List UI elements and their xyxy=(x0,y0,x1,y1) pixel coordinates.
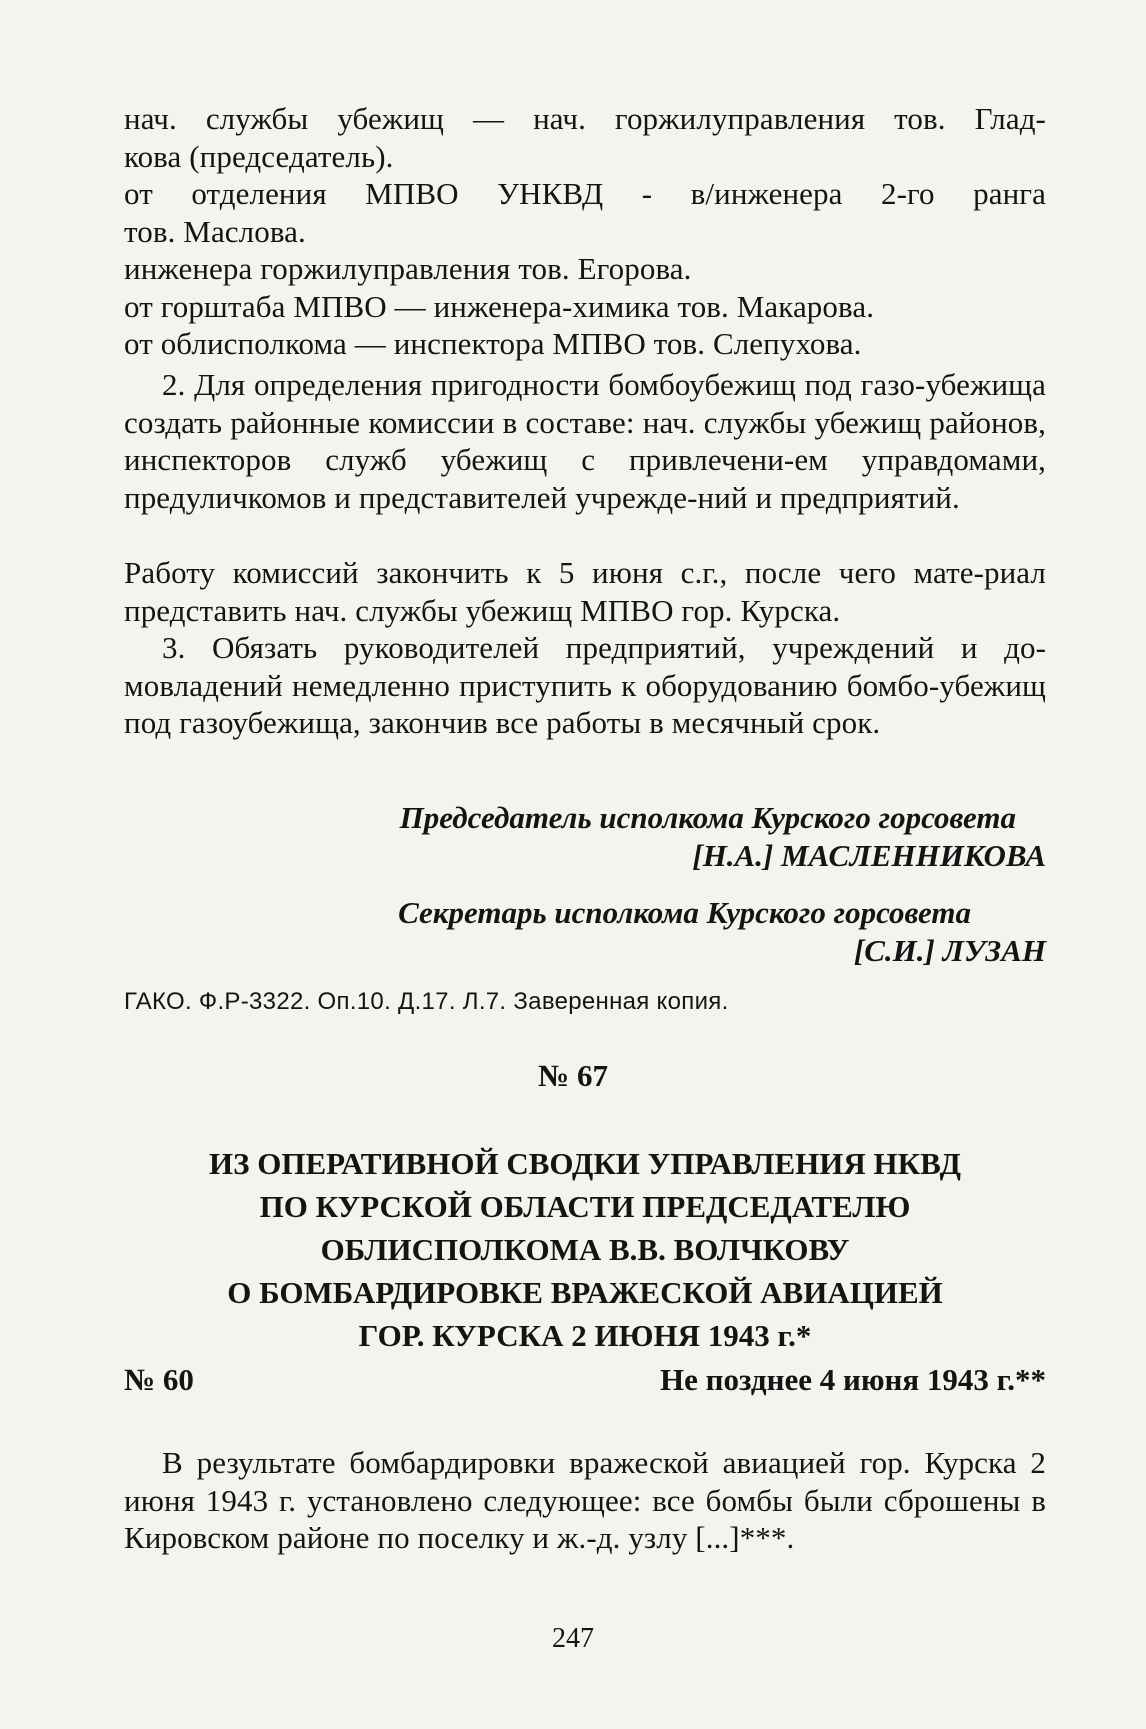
page-number: 247 xyxy=(552,1623,594,1654)
resolution-item-2: 2. Для определения пригодности бомбоубежищ под газо-убежища создать районные комиссии в составе: нач. службы убежищ районов, инспекторов служб убежищ с привлечени-ем управдомами, предуличкомов и представителей учрежде-ний и предприятий. xyxy=(124,367,1046,515)
heading-line: О БОМБАРДИРОВКЕ ВРАЖЕСКОЙ АВИАЦИЕЙ xyxy=(227,1275,943,1310)
heading-line: ГОР. КУРСКА 2 ИЮНЯ 1943 г.* xyxy=(358,1318,812,1353)
chair-signature-name: [Н.А.] МАСЛЕННИКОВА xyxy=(692,838,1046,873)
document-body: В результате бомбардировки вражеской авиацией гор. Курска 2 июня 1943 г. установлено следующее: все бомбы были сброшены в Кировском районе по поселку и ж.-д. узлу [...]***. xyxy=(124,1445,1046,1555)
secretary-signature-title: Секретарь исполкома Курского горсовета xyxy=(398,895,971,930)
text-line: кова (председатель). xyxy=(124,138,394,174)
heading-line: ОБЛИСПОЛКОМА В.В. ВОЛЧКОВУ xyxy=(320,1232,850,1267)
resolution-continuation xyxy=(124,100,1046,363)
document-heading xyxy=(124,1142,1046,1357)
text-line: тов. Маслова. xyxy=(124,213,306,249)
secretary-signature-name: [С.И.] ЛУЗАН xyxy=(853,933,1046,968)
document-number: № 67 xyxy=(538,1058,608,1093)
report-number: № 60 xyxy=(124,1362,194,1397)
text-line: от отделения МПВО УНКВД - в/инженера 2-го ранга xyxy=(124,176,1046,211)
chair-signature-title: Председатель исполкома Курского горсовета xyxy=(399,800,1016,835)
document-meta xyxy=(124,1362,1046,1398)
heading-line: ПО КУРСКОЙ ОБЛАСТИ ПРЕДСЕДАТЕЛЮ xyxy=(259,1189,911,1224)
resolution-item-3: 3. Обязать руководителей предприятий, учреждений и до-мовладений немедленно приступить к оборудованию бомбо-убежищ под газоубежища, закончив все работы в месячный срок. xyxy=(124,630,1046,740)
resolution-item-2-deadline: Работу комиссий закончить к 5 июня с.г., после чего мате-риал представить нач. службы убежищ МПВО гор. Курска. xyxy=(124,555,1046,628)
text-line: от облисполкома — инспектора МПВО тов. Слепухова. xyxy=(124,326,862,361)
heading-line: ИЗ ОПЕРАТИВНОЙ СВОДКИ УПРАВЛЕНИЯ НКВД xyxy=(209,1146,961,1181)
text-line: от горштаба МПВО — инженера-химика тов. Макарова. xyxy=(124,288,875,324)
report-date: Не позднее 4 июня 1943 г.** xyxy=(660,1362,1046,1397)
archive-reference: ГАКО. Ф.Р-3322. Оп.10. Д.17. Л.7. Заверенная копия. xyxy=(124,988,729,1015)
text-line: инженера горжилуправления тов. Егорова. xyxy=(124,251,692,286)
text-line: нач. службы убежищ — нач. горжилуправления тов. Глад- xyxy=(124,101,1046,136)
